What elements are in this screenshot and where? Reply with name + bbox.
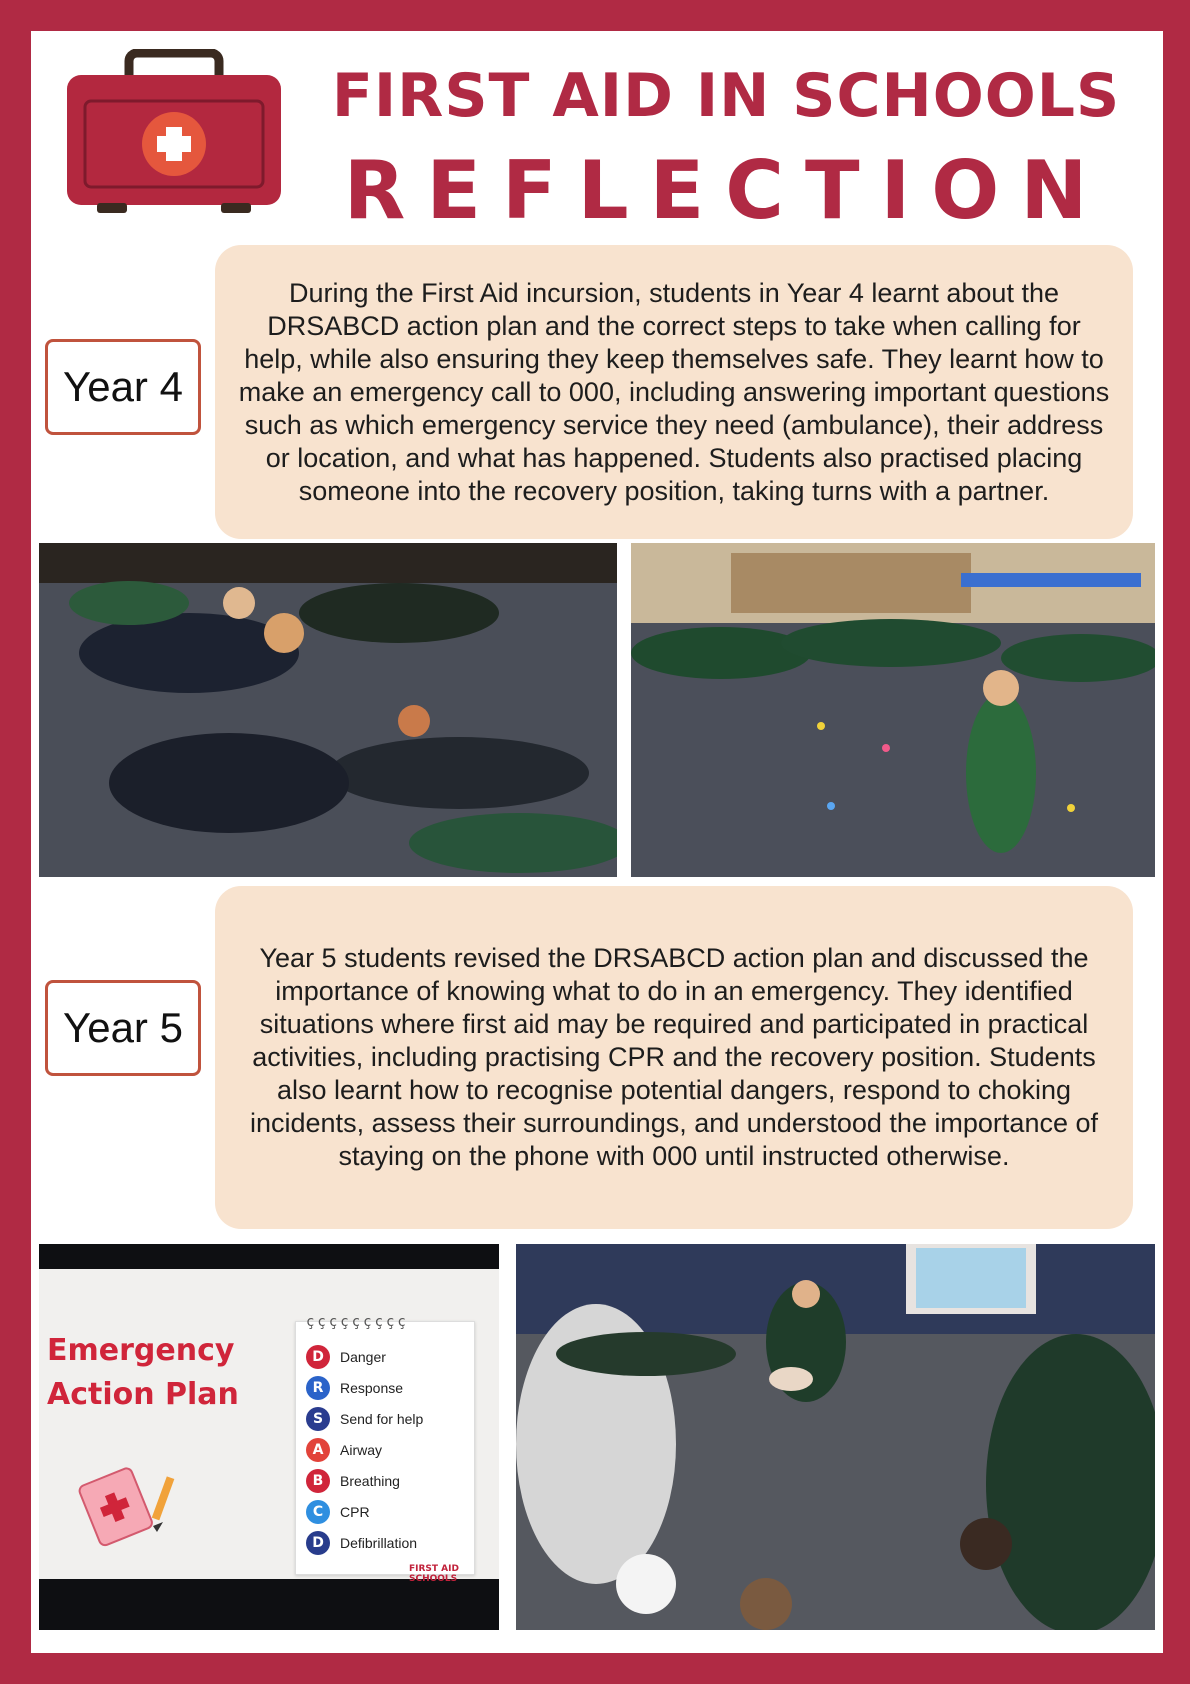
poster-page [31, 31, 1163, 1653]
emergency-plan-title [47, 1329, 267, 1417]
drsabcd-letter: C [306, 1500, 330, 1524]
drsabcd-word: Send for help [340, 1411, 424, 1427]
pencil-icon [147, 1474, 177, 1534]
emergency-plan-title-line-1: Emergency [47, 1333, 235, 1368]
drsabcd-item [306, 1530, 417, 1556]
drsabcd-letter: D [306, 1531, 330, 1555]
drsabcd-letter: S [306, 1407, 330, 1431]
drsabcd-word: CPR [340, 1504, 370, 1520]
drsabcd-item [306, 1499, 370, 1525]
drsabcd-letter: R [306, 1376, 330, 1400]
first-aid-schools-logo: FIRST AID SCHOOLS [409, 1564, 459, 1584]
drsabcd-item [306, 1344, 386, 1370]
year4-photo-class-circle [631, 543, 1155, 877]
drsabcd-word: Danger [340, 1349, 386, 1365]
drsabcd-word: Airway [340, 1442, 383, 1458]
emergency-plan-title-line-2: Action Plan [47, 1377, 239, 1412]
drsabcd-item [306, 1375, 403, 1401]
drsabcd-letter: B [306, 1469, 330, 1493]
drsabcd-letter: A [306, 1438, 330, 1462]
year5-photo-cpr-demo [516, 1244, 1155, 1630]
drsabcd-letter: D [306, 1345, 330, 1369]
drsabcd-word: Breathing [340, 1473, 400, 1489]
first-aid-kit-icon [67, 49, 281, 217]
drsabcd-item [306, 1437, 382, 1463]
drsabcd-word: Defibrillation [340, 1535, 418, 1551]
year5-label: Year 5 [45, 980, 201, 1076]
year4-label: Year 4 [45, 339, 201, 435]
drsabcd-word: Response [340, 1380, 404, 1396]
year4-photo-recovery-position [39, 543, 617, 877]
drsabcd-list [295, 1314, 475, 1575]
year5-text: Year 5 students revised the DRSABCD action plan and discussed the importance of knowing what to do in an emergency. They identified situations where first aid may be required and participated in practical activities, including practising CPR and the recovery position. Students also learnt how to recognise potential dangers, respond to choking incidents, assess their surroundings, and understood the importance of staying on the phone with 000 until instructed otherwise. [215, 886, 1133, 1229]
slide-screen [39, 1269, 499, 1584]
title-line-1: FIRST AID IN SCHOOLS [331, 61, 1121, 131]
notebook-rings: ççççççççç [306, 1314, 409, 1330]
drsabcd-item [306, 1468, 400, 1494]
year4-text: During the First Aid incursion, students in Year 4 learnt about the DRSABCD action plan and the correct steps to take when calling for help, while also ensuring they keep themselves safe. They learnt how to make an emergency call to 000, including answering important questions such as which emergency service they need (ambulance), their address or location, and what has happened. Students also practised placing someone into the recovery position, taking turns with a partner. [215, 245, 1133, 539]
year5-photo-emergency-plan-slide [39, 1244, 499, 1630]
title-line-2: REFLECTION [343, 144, 1109, 237]
drsabcd-item [306, 1406, 423, 1432]
